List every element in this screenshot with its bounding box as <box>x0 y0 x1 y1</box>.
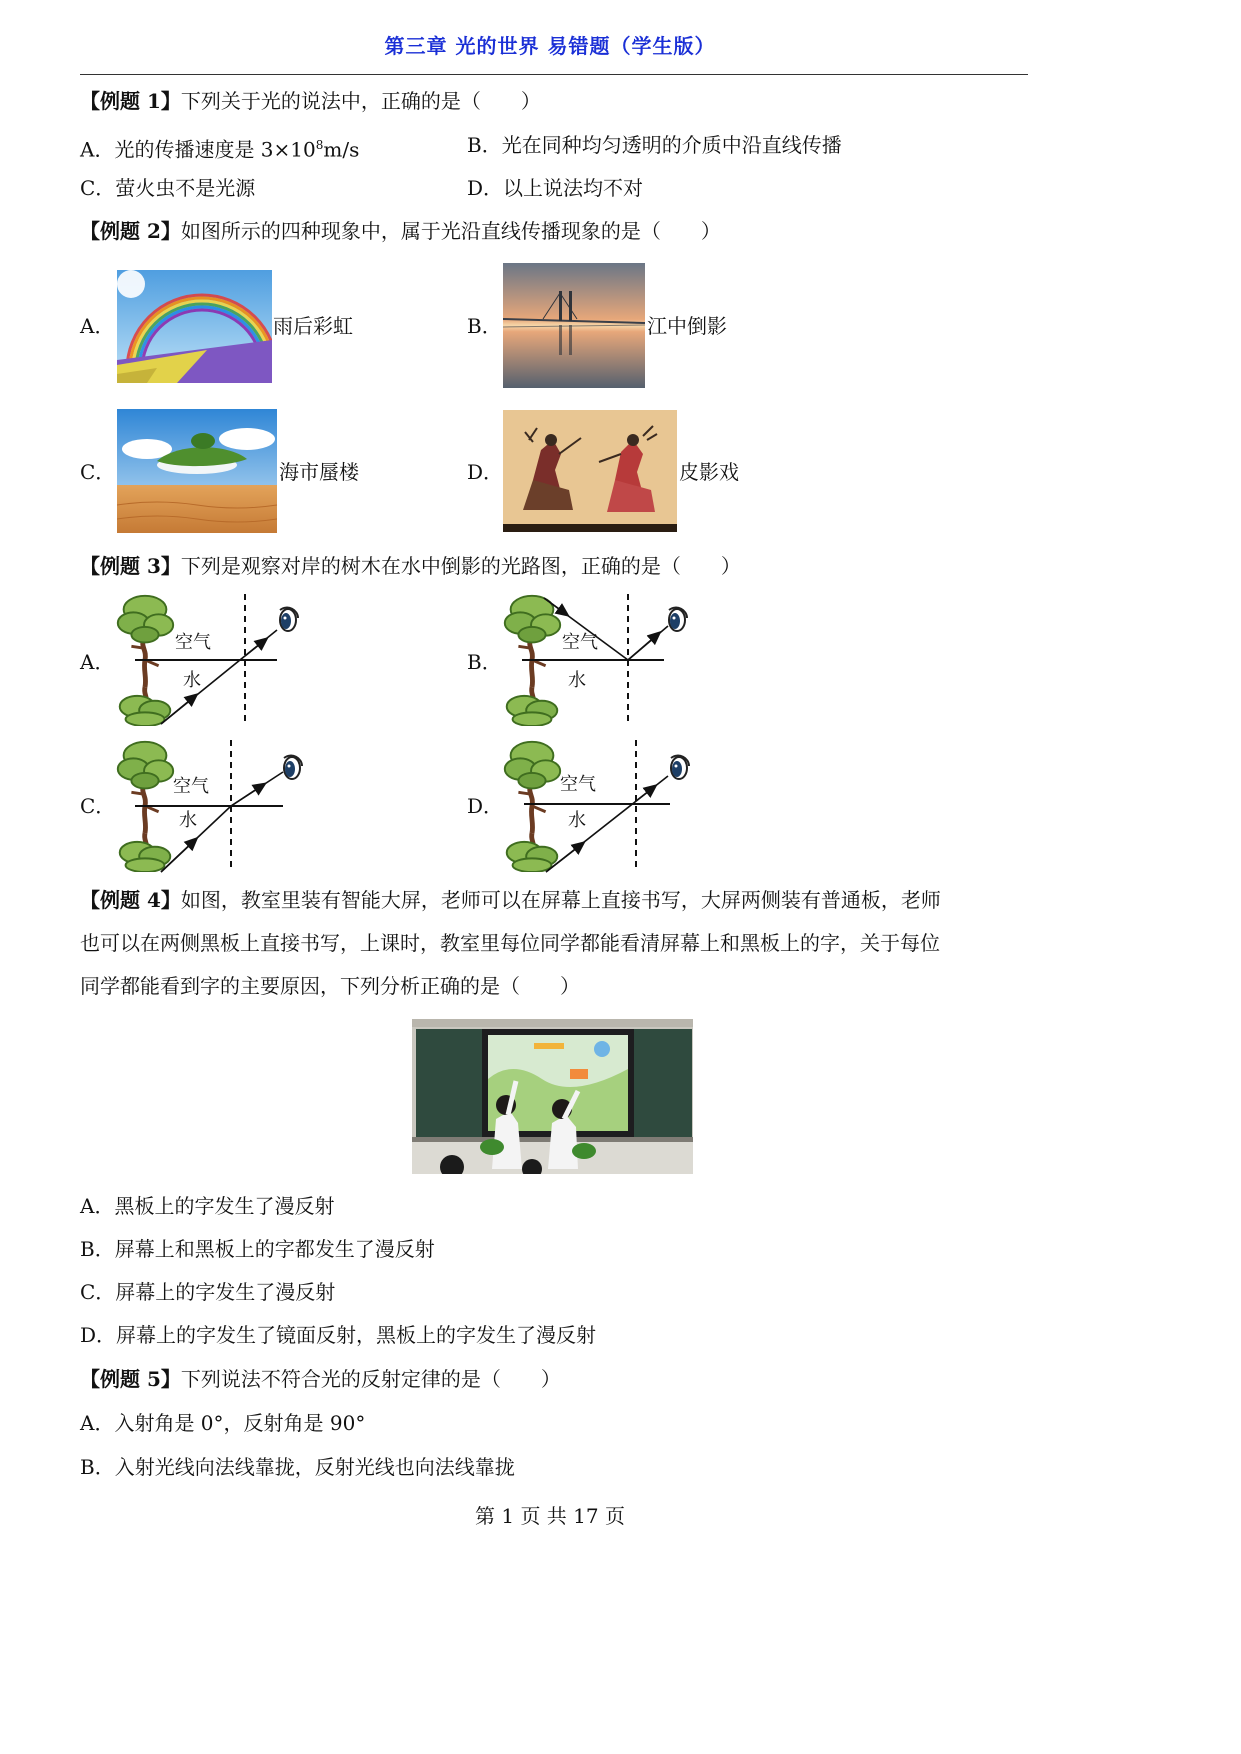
water-label: 水 <box>568 810 586 831</box>
question-4-tag: 【例题 4】 <box>80 888 181 912</box>
q1-option-c: C．萤火虫不是光源 <box>80 176 256 200</box>
q4-option-c: C．屏幕上的字发生了漫反射 <box>80 1280 336 1304</box>
q4-option-d: D．屏幕上的字发生了镜面反射，黑板上的字发生了漫反射 <box>80 1323 597 1347</box>
q5-option-a: A．入射角是 0°，反射角是 90° <box>80 1411 366 1435</box>
header-rule <box>80 74 1028 75</box>
q2-option-c-caption: 海市蜃楼 <box>279 460 359 484</box>
water-label: 水 <box>568 670 586 691</box>
q1-option-a-tail: m/s <box>323 137 360 162</box>
question-1-tag: 【例题 1】 <box>80 89 181 113</box>
q2-option-d-caption: 皮影戏 <box>679 460 739 484</box>
q3-option-a-letter: A． <box>80 650 115 674</box>
rainbow-photo <box>117 270 272 383</box>
q2-option-b-letter: B． <box>467 314 502 338</box>
page-title: 第三章 光的世界 易错题（学生版） <box>384 34 716 58</box>
q5-option-b: B．入射光线向法线靠拢，反射光线也向法线靠拢 <box>80 1455 515 1479</box>
question-4-stem-line-2: 也可以在两侧黑板上直接书写，上课时，教室里每位同学都能看清屏幕上和黑板上的字，关于每位 <box>80 931 940 955</box>
bridge-reflection-photo <box>503 263 645 388</box>
question-4-stem-line-3: 同学都能看到字的主要原因，下列分析正确的是（ ） <box>80 974 580 998</box>
water-label: 水 <box>179 810 197 831</box>
q1-option-a-text: A．光的传播速度是 3×10 <box>80 137 316 162</box>
question-5 <box>80 1365 561 1393</box>
q1-option-b: B．光在同种均匀透明的介质中沿直线传播 <box>467 133 842 157</box>
eye-icon <box>671 756 689 779</box>
eye-icon <box>669 608 687 631</box>
q3-diagram-c <box>115 734 315 874</box>
question-3-tag: 【例题 3】 <box>80 554 181 578</box>
q3-option-d-letter: D． <box>467 794 504 818</box>
question-3-stem: 下列是观察对岸的树木在水中倒影的光路图，正确的是（ ） <box>180 554 741 578</box>
page-number: 第 1 页 共 17 页 <box>475 1504 625 1528</box>
q3-diagram-b <box>500 588 700 728</box>
q2-option-b-caption: 江中倒影 <box>647 314 727 338</box>
eye-icon <box>284 756 302 779</box>
question-5-tag: 【例题 5】 <box>80 1367 181 1391</box>
q3-diagram-a <box>115 588 315 728</box>
air-label: 空气 <box>175 632 211 653</box>
q1-option-d: D．以上说法均不对 <box>467 176 644 200</box>
question-3 <box>80 552 741 580</box>
tree-icon <box>505 742 560 872</box>
water-label: 水 <box>183 670 201 691</box>
mirage-photo <box>117 409 277 533</box>
q3-option-c-letter: C． <box>80 794 116 818</box>
classroom-smart-screen-photo <box>412 1019 693 1174</box>
q2-option-a-caption: 雨后彩虹 <box>273 314 353 338</box>
q1-option-a <box>80 131 359 164</box>
question-4-stem-line-1: 如图，教室里装有智能大屏，老师可以在屏幕上直接书写，大屏两侧装有普通板，老师 <box>180 888 941 912</box>
q4-option-a: A．黑板上的字发生了漫反射 <box>80 1194 335 1218</box>
q2-option-c-letter: C． <box>80 460 116 484</box>
question-5-stem: 下列说法不符合光的反射定律的是（ ） <box>180 1367 561 1391</box>
shadow-puppet-photo <box>503 410 677 532</box>
eye-icon <box>280 608 298 631</box>
question-2-tag: 【例题 2】 <box>80 219 181 243</box>
question-4 <box>80 886 941 914</box>
air-label: 空气 <box>173 776 209 797</box>
q2-option-d-letter: D． <box>467 460 504 484</box>
q1-option-a-sup: 8 <box>315 138 324 152</box>
question-1 <box>80 87 541 115</box>
q3-option-b-letter: B． <box>467 650 502 674</box>
q3-diagram-d <box>500 734 700 874</box>
question-2-stem: 如图所示的四种现象中，属于光沿直线传播现象的是（ ） <box>180 219 721 243</box>
air-label: 空气 <box>562 632 598 653</box>
q2-option-a-letter: A． <box>80 314 115 338</box>
q4-option-b: B．屏幕上和黑板上的字都发生了漫反射 <box>80 1237 435 1261</box>
air-label: 空气 <box>560 774 596 795</box>
question-2 <box>80 217 721 245</box>
question-1-stem: 下列关于光的说法中，正确的是（ ） <box>180 89 541 113</box>
